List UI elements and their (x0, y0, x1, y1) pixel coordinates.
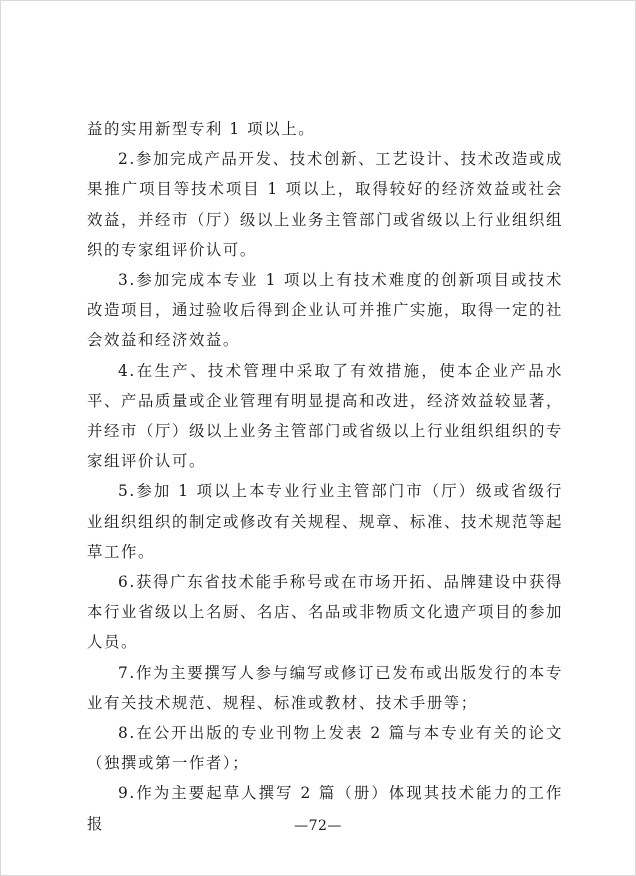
paragraph-item-7: 7.作为主要撰写人参与编写或修订已发布或出版发行的本专业有关技术规范、规程、标准或教材、技术手册等； (87, 663, 563, 712)
paragraph-item-2: 2.参加完成产品开发、技术创新、工艺设计、技术改造或成果推广项目等技术项目 1 项以上，取得较好的经济效益或社会效益，并经市（厅）级以上业务主管部门或省级以上行业组织组织的专家组评价认可。 (87, 150, 563, 259)
paragraph-item-8: 8.在公开出版的专业刊物上发表 2 篇与本专业有关的论文（独撰或第一作者）； (87, 724, 563, 773)
paragraph-item-5: 5.参加 1 项以上本专业行业主管部门市（厅）级或省级行业组织组织的制定或修改有关规程、规章、标准、技术规范等起草工作。 (87, 482, 563, 561)
page-number: —72— (294, 818, 342, 834)
paragraph-item-6: 6.获得广东省技术能手称号或在市场开拓、品牌建设中获得本行业省级以上名厨、名店、名品或非物质文化遗产项目的参加人员。 (87, 573, 563, 652)
paragraph-item-3: 3.参加完成本专业 1 项以上有技术难度的创新项目或技术改造项目，通过验收后得到企业认可并推广实施，取得一定的社会效益和经济效益。 (87, 271, 563, 350)
page-content (87, 114, 563, 839)
paragraph-continuation: 益的实用新型专利 1 项以上。 (87, 120, 316, 138)
paragraph-item-4: 4.在生产、技术管理中采取了有效措施，使本企业产品水平、产品质量或企业管理有明显提高和改进，经济效益较显著，并经市（厅）级以上业务主管部门或省级以上行业组织组织的专家组评价认可。 (87, 361, 563, 471)
paragraph-item-9: 9.作为主要起草人撰写 2 篇（册）体现其技术能力的工作报 (87, 784, 563, 833)
